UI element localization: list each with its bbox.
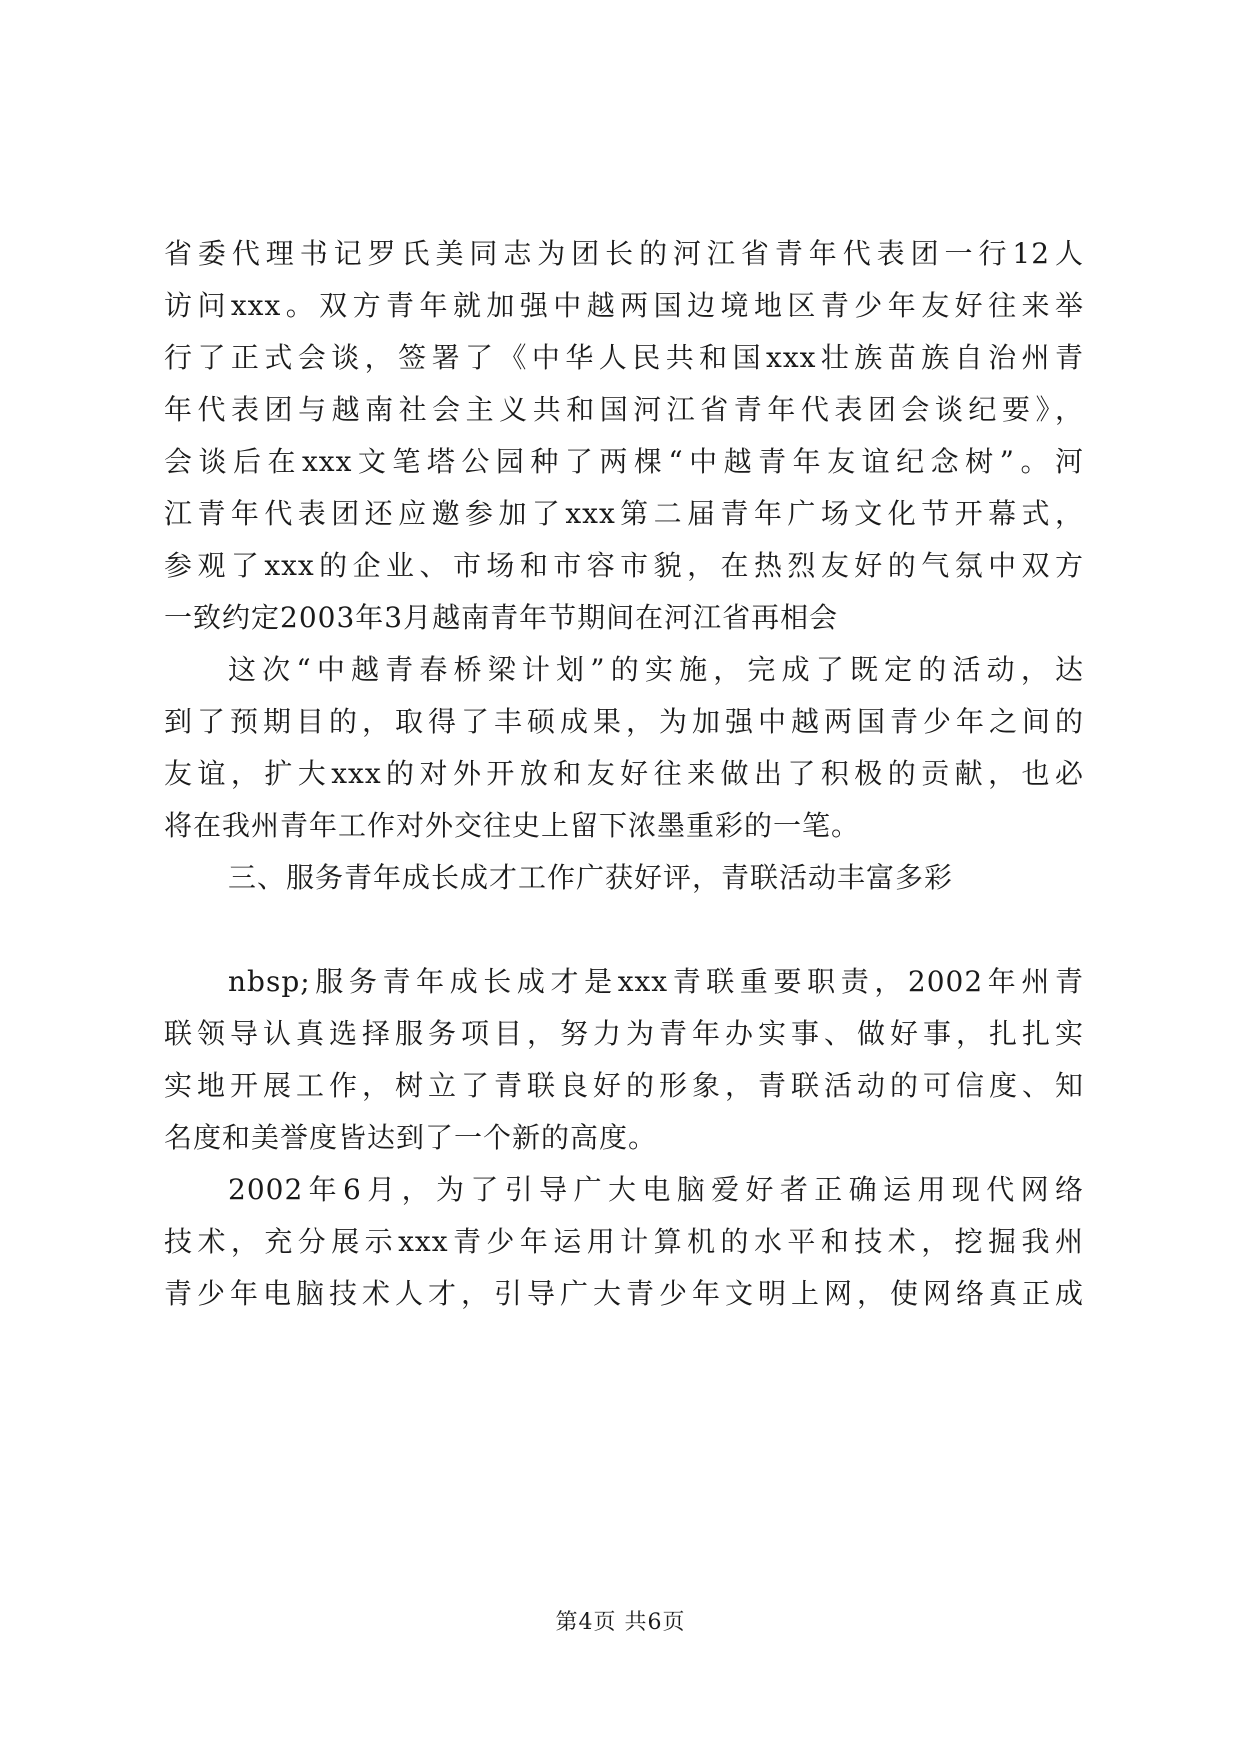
text-line: 名度和美誉度皆达到了一个新的高度。 [164, 1121, 658, 1154]
paragraph [164, 228, 1084, 644]
text-line: 友谊，扩大xxx的对外开放和友好往来做出了积极的贡献，也必 [164, 757, 1084, 790]
text-line: 参观了xxx的企业、市场和市容市貌，在热烈友好的气氛中双方 [164, 549, 1084, 582]
text-line: 2002年6月，为了引导广大电脑爱好者正确运用现代网络 [228, 1173, 1084, 1206]
text-line: 实地开展工作，树立了青联良好的形象，青联活动的可信度、知 [164, 1069, 1084, 1102]
document-body [164, 228, 1084, 1320]
text-line: 技术，充分展示xxx青少年运用计算机的水平和技术，挖掘我州 [164, 1225, 1084, 1258]
paragraph [164, 644, 1084, 852]
section-heading [164, 852, 1084, 904]
text-line: 这次“中越青春桥梁计划”的实施，完成了既定的活动，达 [228, 653, 1084, 686]
text-line: 到了预期目的，取得了丰硕成果，为加强中越两国青少年之间的 [164, 705, 1084, 738]
heading-line: 三、服务青年成长成才工作广获好评，青联活动丰富多彩 [228, 861, 954, 894]
paragraph [164, 956, 1084, 1164]
text-line: 年代表团与越南社会主义共和国河江省青年代表团会谈纪要》， [164, 393, 1084, 426]
text-line: 省委代理书记罗氏美同志为团长的河江省青年代表团一行12人 [164, 237, 1084, 270]
text-line: 江青年代表团还应邀参加了xxx第二届青年广场文化节开幕式， [164, 497, 1084, 530]
text-line: 一致约定2003年3月越南青年节期间在河江省再相会 [164, 601, 839, 634]
text-line: 青少年电脑技术人才，引导广大青少年文明上网，使网络真正成 [164, 1277, 1084, 1310]
paragraph [164, 1164, 1084, 1320]
text-line: 将在我州青年工作对外交往史上留下浓墨重彩的一笔。 [164, 809, 861, 842]
text-line: 访问xxx。双方青年就加强中越两国边境地区青少年友好往来举 [164, 289, 1084, 322]
page-number: 第4页 共6页 [555, 1610, 686, 1635]
text-line: 会谈后在xxx文笔塔公园种了两棵“中越青年友谊纪念树”。河 [164, 445, 1084, 478]
text-line: 行了正式会谈，签署了《中华人民共和国xxx壮族苗族自治州青 [164, 341, 1084, 374]
text-line: nbsp;服务青年成长成才是xxx青联重要职责，2002年州青 [228, 965, 1084, 998]
blank-line [164, 904, 1084, 956]
text-line: 联领导认真选择服务项目，努力为青年办实事、做好事，扎扎实 [164, 1017, 1084, 1050]
